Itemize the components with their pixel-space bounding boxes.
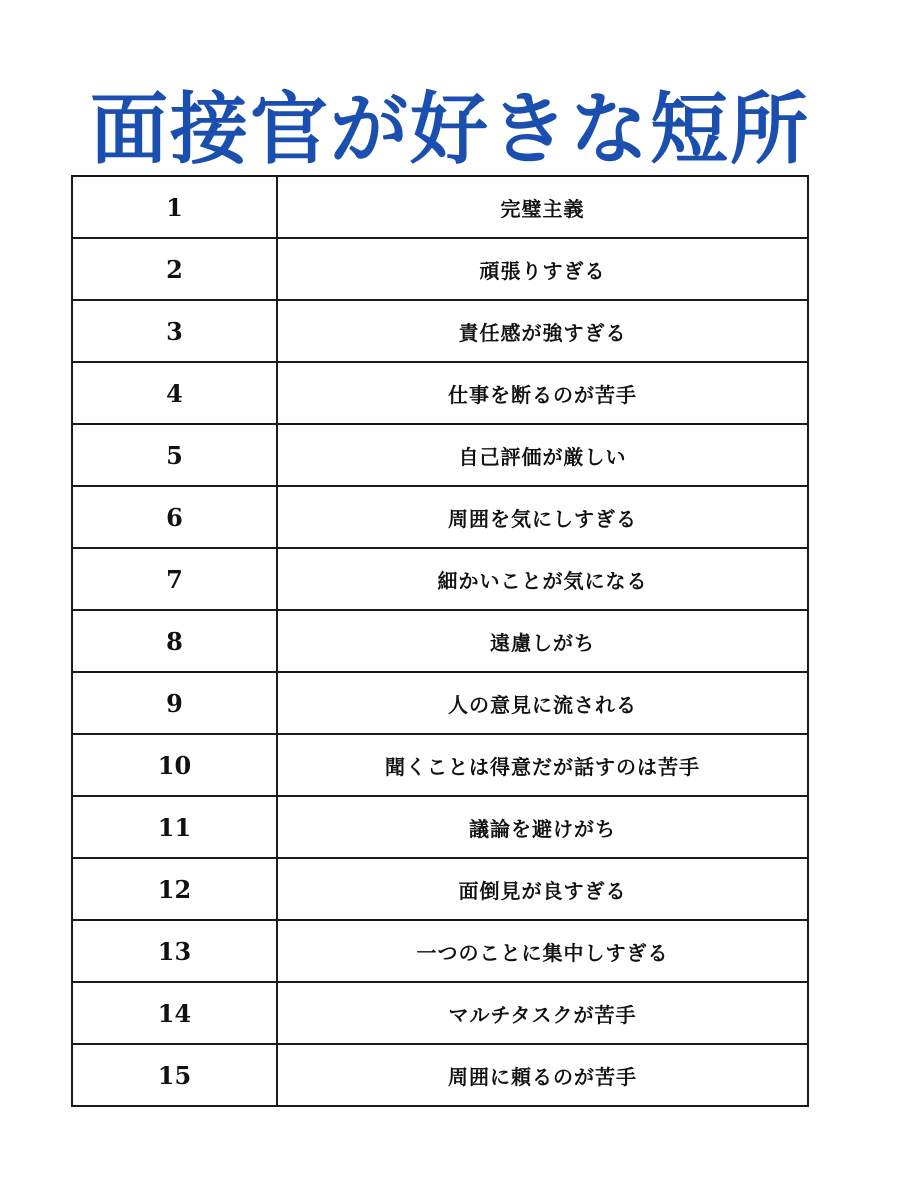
weakness-text: 聞くことは得意だが話すのは苦手 [277, 734, 808, 796]
table-row [72, 362, 808, 424]
rank-number: 5 [72, 424, 277, 486]
weakness-text: 一つのことに集中しすぎる [277, 920, 808, 982]
ranking-table [71, 175, 809, 1107]
table-row [72, 424, 808, 486]
table-row [72, 548, 808, 610]
rank-number: 4 [72, 362, 277, 424]
table-row [72, 858, 808, 920]
table-row [72, 238, 808, 300]
table-row [72, 486, 808, 548]
table-row [72, 734, 808, 796]
weakness-text: 議論を避けがち [277, 796, 808, 858]
weakness-text: 周囲を気にしすぎる [277, 486, 808, 548]
rank-number: 2 [72, 238, 277, 300]
rank-number: 6 [72, 486, 277, 548]
rank-number: 8 [72, 610, 277, 672]
table-row [72, 796, 808, 858]
rank-number: 13 [72, 920, 277, 982]
page-title: 面接官が好きな短所 [89, 85, 810, 176]
weakness-text: 責任感が強すぎる [277, 300, 808, 362]
rank-number: 7 [72, 548, 277, 610]
weakness-text: 周囲に頼るのが苦手 [277, 1044, 808, 1106]
weakness-text: 遠慮しがち [277, 610, 808, 672]
rank-number: 11 [72, 796, 277, 858]
table-row [72, 300, 808, 362]
weakness-text: 仕事を断るのが苦手 [277, 362, 808, 424]
weakness-text: マルチタスクが苦手 [277, 982, 808, 1044]
rank-number: 1 [72, 176, 277, 238]
table-row [72, 982, 808, 1044]
table-row [72, 672, 808, 734]
weakness-text: 自己評価が厳しい [277, 424, 808, 486]
rank-number: 12 [72, 858, 277, 920]
table-row [72, 176, 808, 238]
rank-number: 3 [72, 300, 277, 362]
ranking-table-body [72, 176, 808, 1106]
rank-number: 15 [72, 1044, 277, 1106]
table-row [72, 920, 808, 982]
table-row [72, 1044, 808, 1106]
weakness-text: 人の意見に流される [277, 672, 808, 734]
weakness-text: 面倒見が良すぎる [277, 858, 808, 920]
weakness-text: 細かいことが気になる [277, 548, 808, 610]
rank-number: 10 [72, 734, 277, 796]
weakness-text: 頑張りすぎる [277, 238, 808, 300]
rank-number: 14 [72, 982, 277, 1044]
table-row [72, 610, 808, 672]
rank-number: 9 [72, 672, 277, 734]
weakness-text: 完璧主義 [277, 176, 808, 238]
